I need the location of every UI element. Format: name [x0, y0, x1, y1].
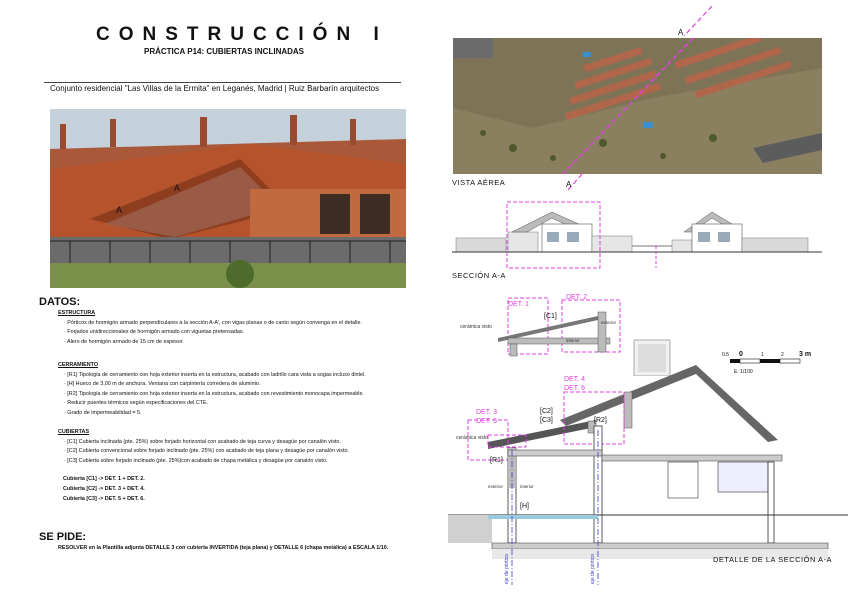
det-4-label: DET. 4 [564, 376, 586, 383]
axis-label-1: eje de pórtico [504, 553, 510, 584]
list-item: · [C1] Cubierta inclinada (pte. 25%) sobre forjado horizontal con acabado de teja curva y desagüe por canalón visto. [64, 438, 341, 445]
datos-heading: DATOS: [39, 296, 81, 308]
list-item: · [C3] Cubierta sobre forjado inclinado (pte. 25%)con acabado de chapa metálica y desagüe por canalón visto. [64, 457, 328, 464]
svg-text:exterior: exterior [601, 320, 617, 325]
svg-text:3 m: 3 m [799, 351, 812, 358]
svg-text:exterior: exterior [488, 484, 504, 489]
scale-bar [722, 348, 832, 378]
svg-text:2: 2 [781, 352, 784, 358]
r1-label: [R1] [490, 457, 503, 464]
svg-text:interior: interior [566, 338, 580, 343]
detail-label: DETALLE DE LA SECCIÓN A-A [713, 555, 833, 564]
ceramic-label-lower: cerámica visto [456, 435, 488, 441]
svg-text:A: A [116, 205, 123, 215]
c1-label: [C1] [544, 313, 557, 320]
page-title: CONSTRUCCIÓN I [96, 24, 388, 45]
detail-drawing [448, 290, 848, 585]
cubiertas-heading: CUBIERTAS [58, 429, 90, 435]
list-item: · [H] Hueco de 3,00 m de anchura. Ventana con carpintería corredera de aluminio. [64, 381, 261, 388]
sepide-text: RESOLVER en la Plantilla adjunta DETALLE 3 con cubierta INVERTIDA (teja plana) y DETALLE 6 (chapa metálica) a ESCALA 1/10. [58, 545, 389, 551]
aerial-marker-bottom: A [566, 180, 572, 189]
c2-label: [C2] [540, 408, 553, 415]
aerial-section-line [452, 6, 822, 196]
aerial-view-label: VISTA AÉREA [452, 178, 506, 187]
det-2-label: DET. 2 [566, 294, 588, 301]
list-item: · Grado de impermeabilidad = 5. [64, 409, 142, 416]
det-1-label: DET. 1 [508, 301, 530, 308]
h-label: [H] [520, 503, 529, 510]
title-rule [44, 82, 401, 83]
det-3-label: DET. 3 [476, 409, 498, 416]
building-photo [50, 109, 406, 288]
ceramic-label-upper: cerámica visto [460, 324, 492, 330]
list-item: · Forjados unidireccionales de hormigón armado con viguetas pretensadas. [64, 329, 245, 336]
photo-marker-a: A [174, 183, 181, 193]
sepide-heading: SE PIDE: [39, 531, 87, 543]
scale-note: E: 1/100 [734, 369, 753, 375]
svg-text:1: 1 [761, 352, 764, 358]
det-6-label: DET. 6 [564, 385, 586, 392]
page-subtitle: PRÁCTICA P14: CUBIERTAS INCLINADAS [144, 47, 305, 56]
cerramiento-group [58, 361, 366, 419]
cubierta-ref: Cubierta [C1] -> DET. 1 + DET. 2. [63, 476, 145, 483]
list-item: · Reducir puentes térmicos según especificaciones del CTE. [64, 400, 209, 407]
cubiertas-group [58, 428, 349, 504]
svg-text:0: 0 [739, 351, 743, 358]
section-drawing [452, 196, 822, 272]
section-label: SECCIÓN A-A [452, 271, 506, 280]
svg-text:0.5: 0.5 [722, 352, 729, 358]
axis-label-2: eje de pórtico [590, 553, 596, 584]
svg-text:interior: interior [520, 484, 534, 489]
aerial-marker-top: A [678, 28, 684, 37]
list-item: · [R1] Tipología de cerramiento con hoja exterior inserta en la estructura, acabado con ladrillo cara vista a sogas incluso dintel. [64, 371, 366, 378]
cubierta-ref: Cubierta [C2] -> DET. 3 + DET. 4. [63, 485, 145, 492]
list-item: · [R2] Tipología de cerramiento con hoja exterior inserta en la estructura, acabado con revestimiento monocapa impermeable. [64, 390, 364, 397]
list-item: · [C2] Cubierta convencional sobre forjado inclinado (pte. 25%) con acabado de teja plana y desagüe por canalón visto. [64, 448, 349, 455]
list-item: · Pórticos de hormigón armado perpendiculares a la sección A-A', con vigas planas o de canto según convenga en el detalle. [64, 319, 362, 326]
cubierta-ref: Cubierta [C3] -> DET. 5 + DET. 6. [63, 495, 145, 502]
r2-label: [R2] [594, 417, 607, 424]
det-5-label: DET. 5 [476, 418, 498, 425]
c3-label: [C3] [540, 417, 553, 424]
estructura-heading: ESTRUCTURA [58, 310, 96, 316]
cerramiento-heading: CERRAMIENTO [58, 362, 99, 368]
list-item: · Alero de hormigón armado de 15 cm de espesor. [64, 338, 184, 345]
project-caption: Conjunto residencial "Las Villas de la Ermita" en Leganés, Madrid | Ruiz Barbarín arquitectos [50, 84, 380, 93]
estructura-group [58, 309, 362, 347]
